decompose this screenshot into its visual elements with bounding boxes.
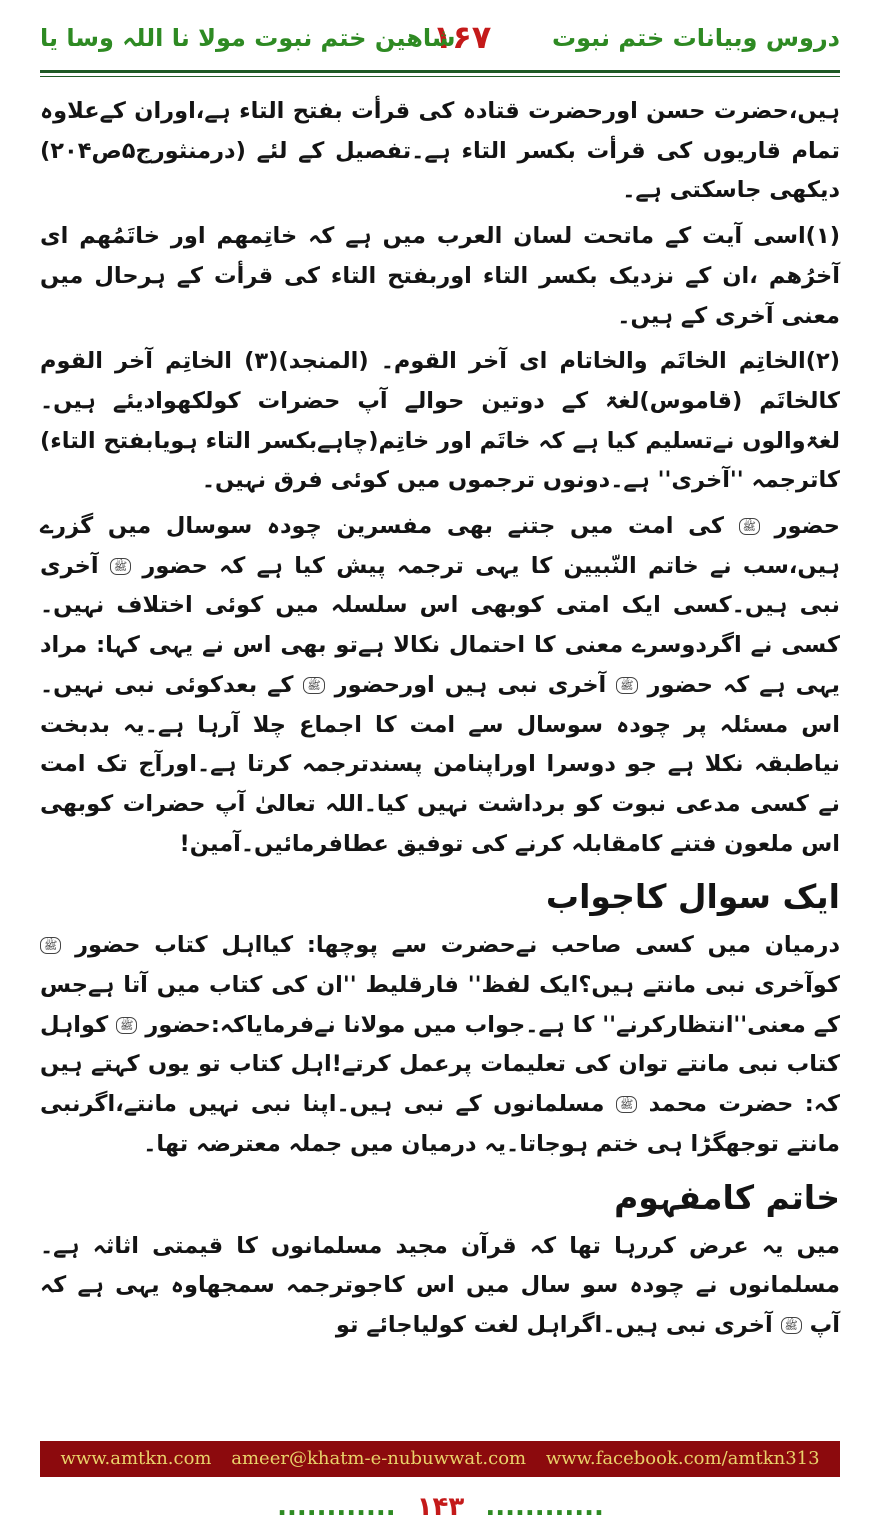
- honorific-badge: ﷺ: [110, 558, 131, 575]
- facebook-link[interactable]: www.facebook.com/amtkn313: [545, 1448, 820, 1469]
- honorific-badge: ﷺ: [616, 1096, 637, 1113]
- dots-leader: ............: [485, 1492, 604, 1522]
- paragraph-3: (۲)الخاتِم الخاتَم والخاتام ای آخر القوم۔ (المنجد)(۳) الخاتِم آخر القوم کالخاتَم (قاموس)لغۃ کے دوتین حوالے آپ حضرات کولکھوادیئے ہیں۔لغۃوالوں نےتسلیم کیا ہے کہ خاتَم اور خاتِم(چاہےبکسر التاء ہویابفتح التاء) کاترجمہ ''آخری'' ہے۔دونوں ترجموں میں کوئی فرق نہیں۔: [40, 348, 841, 494]
- footer-contact-bar: [40, 1441, 840, 1477]
- honorific-badge: ﷺ: [739, 518, 760, 535]
- honorific-badge: ﷺ: [303, 677, 324, 694]
- honorific-badge: ﷺ: [40, 937, 61, 954]
- section-heading-meaning: خاتم کامفہوم: [614, 1177, 840, 1217]
- dots-leader: ............: [277, 1492, 396, 1522]
- paragraph-6: میں یہ عرض کررہا تھا کہ قرآن مجید مسلمانوں کا قیمتی اثاثہ ہے۔مسلمانوں نے چودہ سو سال میں اس کاجوترجمہ سمجھاوہ یہی ہے کہ آپ ﷺ آخری نبی ہیں۔اگراہل لغت کولیاجائے تو: [40, 1232, 840, 1338]
- email-link[interactable]: ameer@khatm-e-nubuwwat.com: [231, 1448, 527, 1469]
- page-number: ۱۶۷: [432, 18, 492, 56]
- series-title: شاھین ختم نبوت مولا نا اللہ وسا یا: [40, 24, 456, 52]
- printed-number: ۱۴۳: [416, 1492, 465, 1522]
- paragraph-1: ہیں،حضرت حسن اورحضرت قتادہ کی قرأت بفتح التاء ہے،اوران کےعلاوہ تمام قاریوں کی قرأت بکسر التاء ہے۔تفصیل کے لئے (درمنثورج۵ص۲۰۴) دیکھی جاسکتی ہے۔: [40, 98, 840, 204]
- honorific-badge: ﷺ: [116, 1017, 137, 1034]
- header-rule: [40, 70, 840, 73]
- website-link[interactable]: www.amtkn.com: [60, 1448, 212, 1469]
- header-rule-thin: [40, 76, 840, 77]
- printed-page-number: [0, 1492, 881, 1522]
- section-heading-question: ایک سوال کاجواب: [545, 877, 840, 917]
- honorific-badge: ﷺ: [781, 1317, 802, 1334]
- paragraph-4: حضور ﷺ کی امت میں جتنے بھی مفسرین چودہ سوسال میں گزرے ہیں،سب نے خاتم النّبیین کا یہی ترجمہ پیش کیا ہے کہ حضور ﷺ آخری نبی ہیں۔کسی ایک امتی کوبھی اس سلسلہ میں کوئی اختلاف نہیں۔کسی نے اگردوسرے معنی کا احتمال نکالا ہےتو بھی اس نے یہی کہا: مراد یہی ہے کہ حضور ﷺ آخری نبی ہیں اورحضور ﷺ کے بعدکوئی نبی نہیں۔اس مسئلہ پر چودہ سوسال سے امت کا اجماع چلا آرہا ہے۔یہ بدبخت نیاطبقہ نکلا ہے جو دوسرا اوراپنامن پسندترجمہ کرتا ہے۔اورآج تک امت نے کسی مدعی نبوت کو برداشت نہیں کیا۔اللہ تعالیٰ آپ حضرات کوبھی اس ملعون فتنے کامقابلہ کرنے کی توفیق عطافرمائیں۔آمین!: [40, 513, 840, 857]
- page-body: [40, 92, 840, 1352]
- paragraph-5: درمیان میں کسی صاحب نےحضرت سے پوچھا: کیااہل کتاب حضور ﷺ کوآخری نبی مانتے ہیں؟ایک لفظ'' فارقلیط ''ان کی کتاب میں آتا ہےجس کے معنی''انتظارکرنے'' کا ہے۔جواب میں مولانا نےفرمایاکہ:حضور ﷺ کواہل کتاب نبی مانتے توان کی تعلیمات پرعمل کرتے!اہل کتاب تو یوں کہتے ہیں کہ: حضرت محمد ﷺ مسلمانوں کے نبی ہیں۔اپنا نبی نہیں مانتے،اگرنبی مانتے توجھگڑا ہی ختم ہوجاتا۔یہ درمیان میں جملہ معترضہ تھا۔: [40, 932, 841, 1157]
- running-header: [40, 18, 840, 62]
- book-title: دروس وبیانات ختم نبوت: [552, 24, 840, 52]
- paragraph-2: (۱)اسی آیت کے ماتحت لسان العرب میں ہے کہ خاتِمھم اور خاتَمُھم ای آخرُھم ،ان کے نزدیک بکسر التاء اوربفتح التاء کی قرأت کے ہرحال میں معنی آخری کے ہیں۔: [40, 223, 840, 329]
- honorific-badge: ﷺ: [616, 677, 637, 694]
